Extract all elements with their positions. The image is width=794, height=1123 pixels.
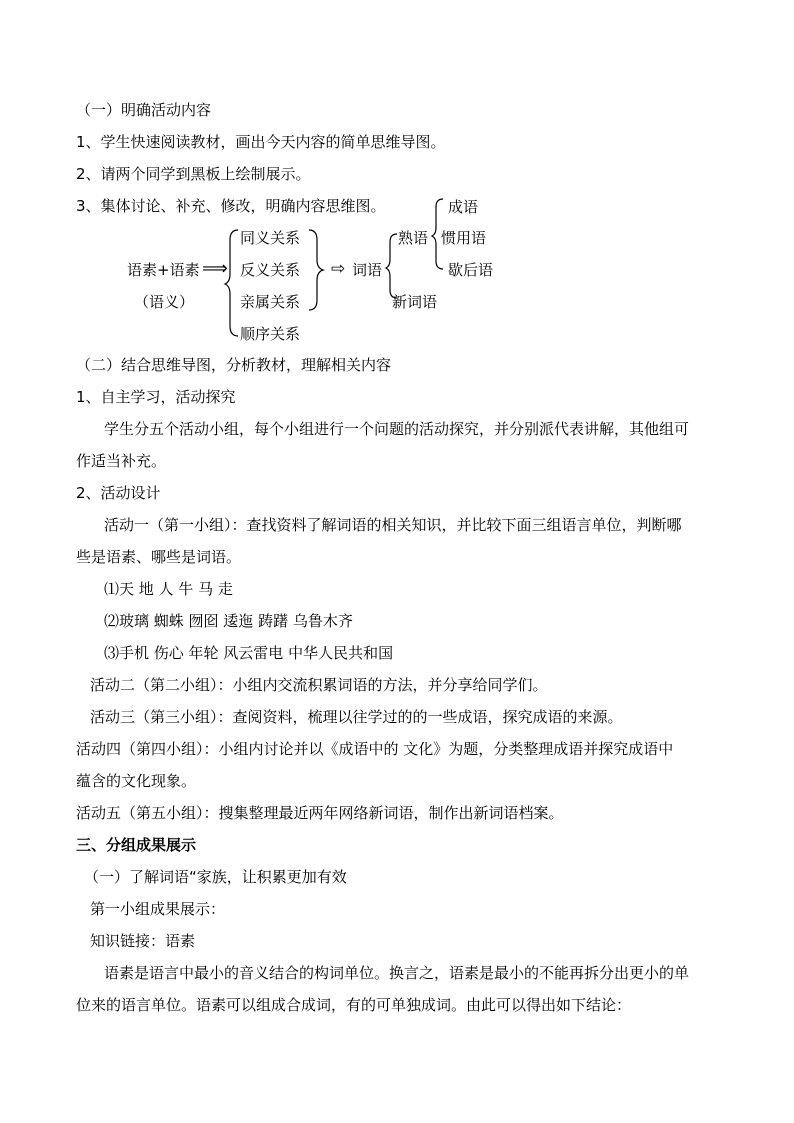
item2-title: 2、活动设计 [76,484,161,502]
right-brace-icon [307,228,325,312]
idiom-guanyongyu: 惯用语 [441,229,487,247]
knowledge-link: 知识链接：语素 [90,932,196,950]
branch-idiom: 熟语 [398,229,429,247]
mindmap-root-note: （语义） [134,293,195,311]
section3-heading: 三、分组成果展示 [76,836,197,854]
double-arrow-icon: ⟹ [202,258,228,279]
idiom-xiehouyu: 歇后语 [448,261,494,279]
group1-label: 第一小组成果展示： [90,900,226,918]
activity2: 活动二（第二小组）：小组内交流积累词语的方法，并分享给同学们。 [90,676,548,694]
activity4-line1: 活动四（第四小组）：小组内讨论并以《成语中的 文化》为题，分类整理成语并探究成语中 [76,740,674,758]
item1-text-line1: 学生分五个活动小组，每个小组进行一个问题的活动探究，并分别派代表讲解，其他组可 [104,420,690,438]
branch-new-words: 新词语 [392,293,438,311]
paragraph-line1: 语素是语言中最小的音义结合的构词单位。换言之，语素是最小的不能再拆分出更小的单 [104,964,690,982]
paragraph-line2: 位来的语言单位。语素可以组成合成词，有的可单独成词。由此可以得出如下结论： [76,996,632,1014]
activity3: 活动三（第三小组）：查阅资料，梳理以往学过的的一些成语，探究成语的来源。 [90,708,623,726]
activity1-line1: 活动一（第一小组）：查找资料了解词语的相关知识，并比较下面三组语言单位，判断哪 [104,516,682,534]
idiom-chengyu: 成语 [448,198,479,216]
example-3: ⑶手机 伤心 年轮 风云雷电 中华人民共和国 [104,644,394,662]
activity4-line2: 蕴含的文化现象。 [76,772,197,790]
arrow-right-icon: ⇨ [331,259,346,279]
step-2: 2、请两个同学到黑板上绘制展示。 [76,165,311,183]
section2-heading: （二）结合思维导图，分析教材，理解相关内容 [76,356,392,374]
step-1: 1、学生快速阅读教材，画出今天内容的简单思维导图。 [76,133,446,151]
section3-sub1: （一）了解词语“家族，让积累更加有效 [84,868,347,886]
relation-kinship: 亲属关系 [240,293,301,311]
relation-synonym: 同义关系 [240,229,301,247]
relation-order: 顺序关系 [240,325,301,343]
mindmap-root: 语素+语素 [127,261,200,279]
relation-antonym: 反义关系 [240,261,301,279]
section1-heading: （一）明确活动内容 [76,101,212,119]
left-brace-icon [224,228,240,338]
item1-text-line2: 作适当补充。 [76,452,167,470]
mindmap-word: 词语 [352,261,383,279]
step-3: 3、集体讨论、补充、修改，明确内容思维图。 [76,197,386,215]
item1-title: 1、自主学习，活动探究 [76,388,236,406]
activity5: 活动五（第五小组）：搜集整理最近两年网络新词语，制作出新词语档案。 [76,804,564,822]
word-brace-icon [385,232,399,300]
example-1: ⑴天 地 人 牛 马 走 [104,580,233,598]
example-2: ⑵玻璃 蜘蛛 囫囵 逶迤 踌躇 乌鲁木齐 [104,612,353,630]
activity1-line2: 些是语素、哪些是词语。 [76,548,242,566]
